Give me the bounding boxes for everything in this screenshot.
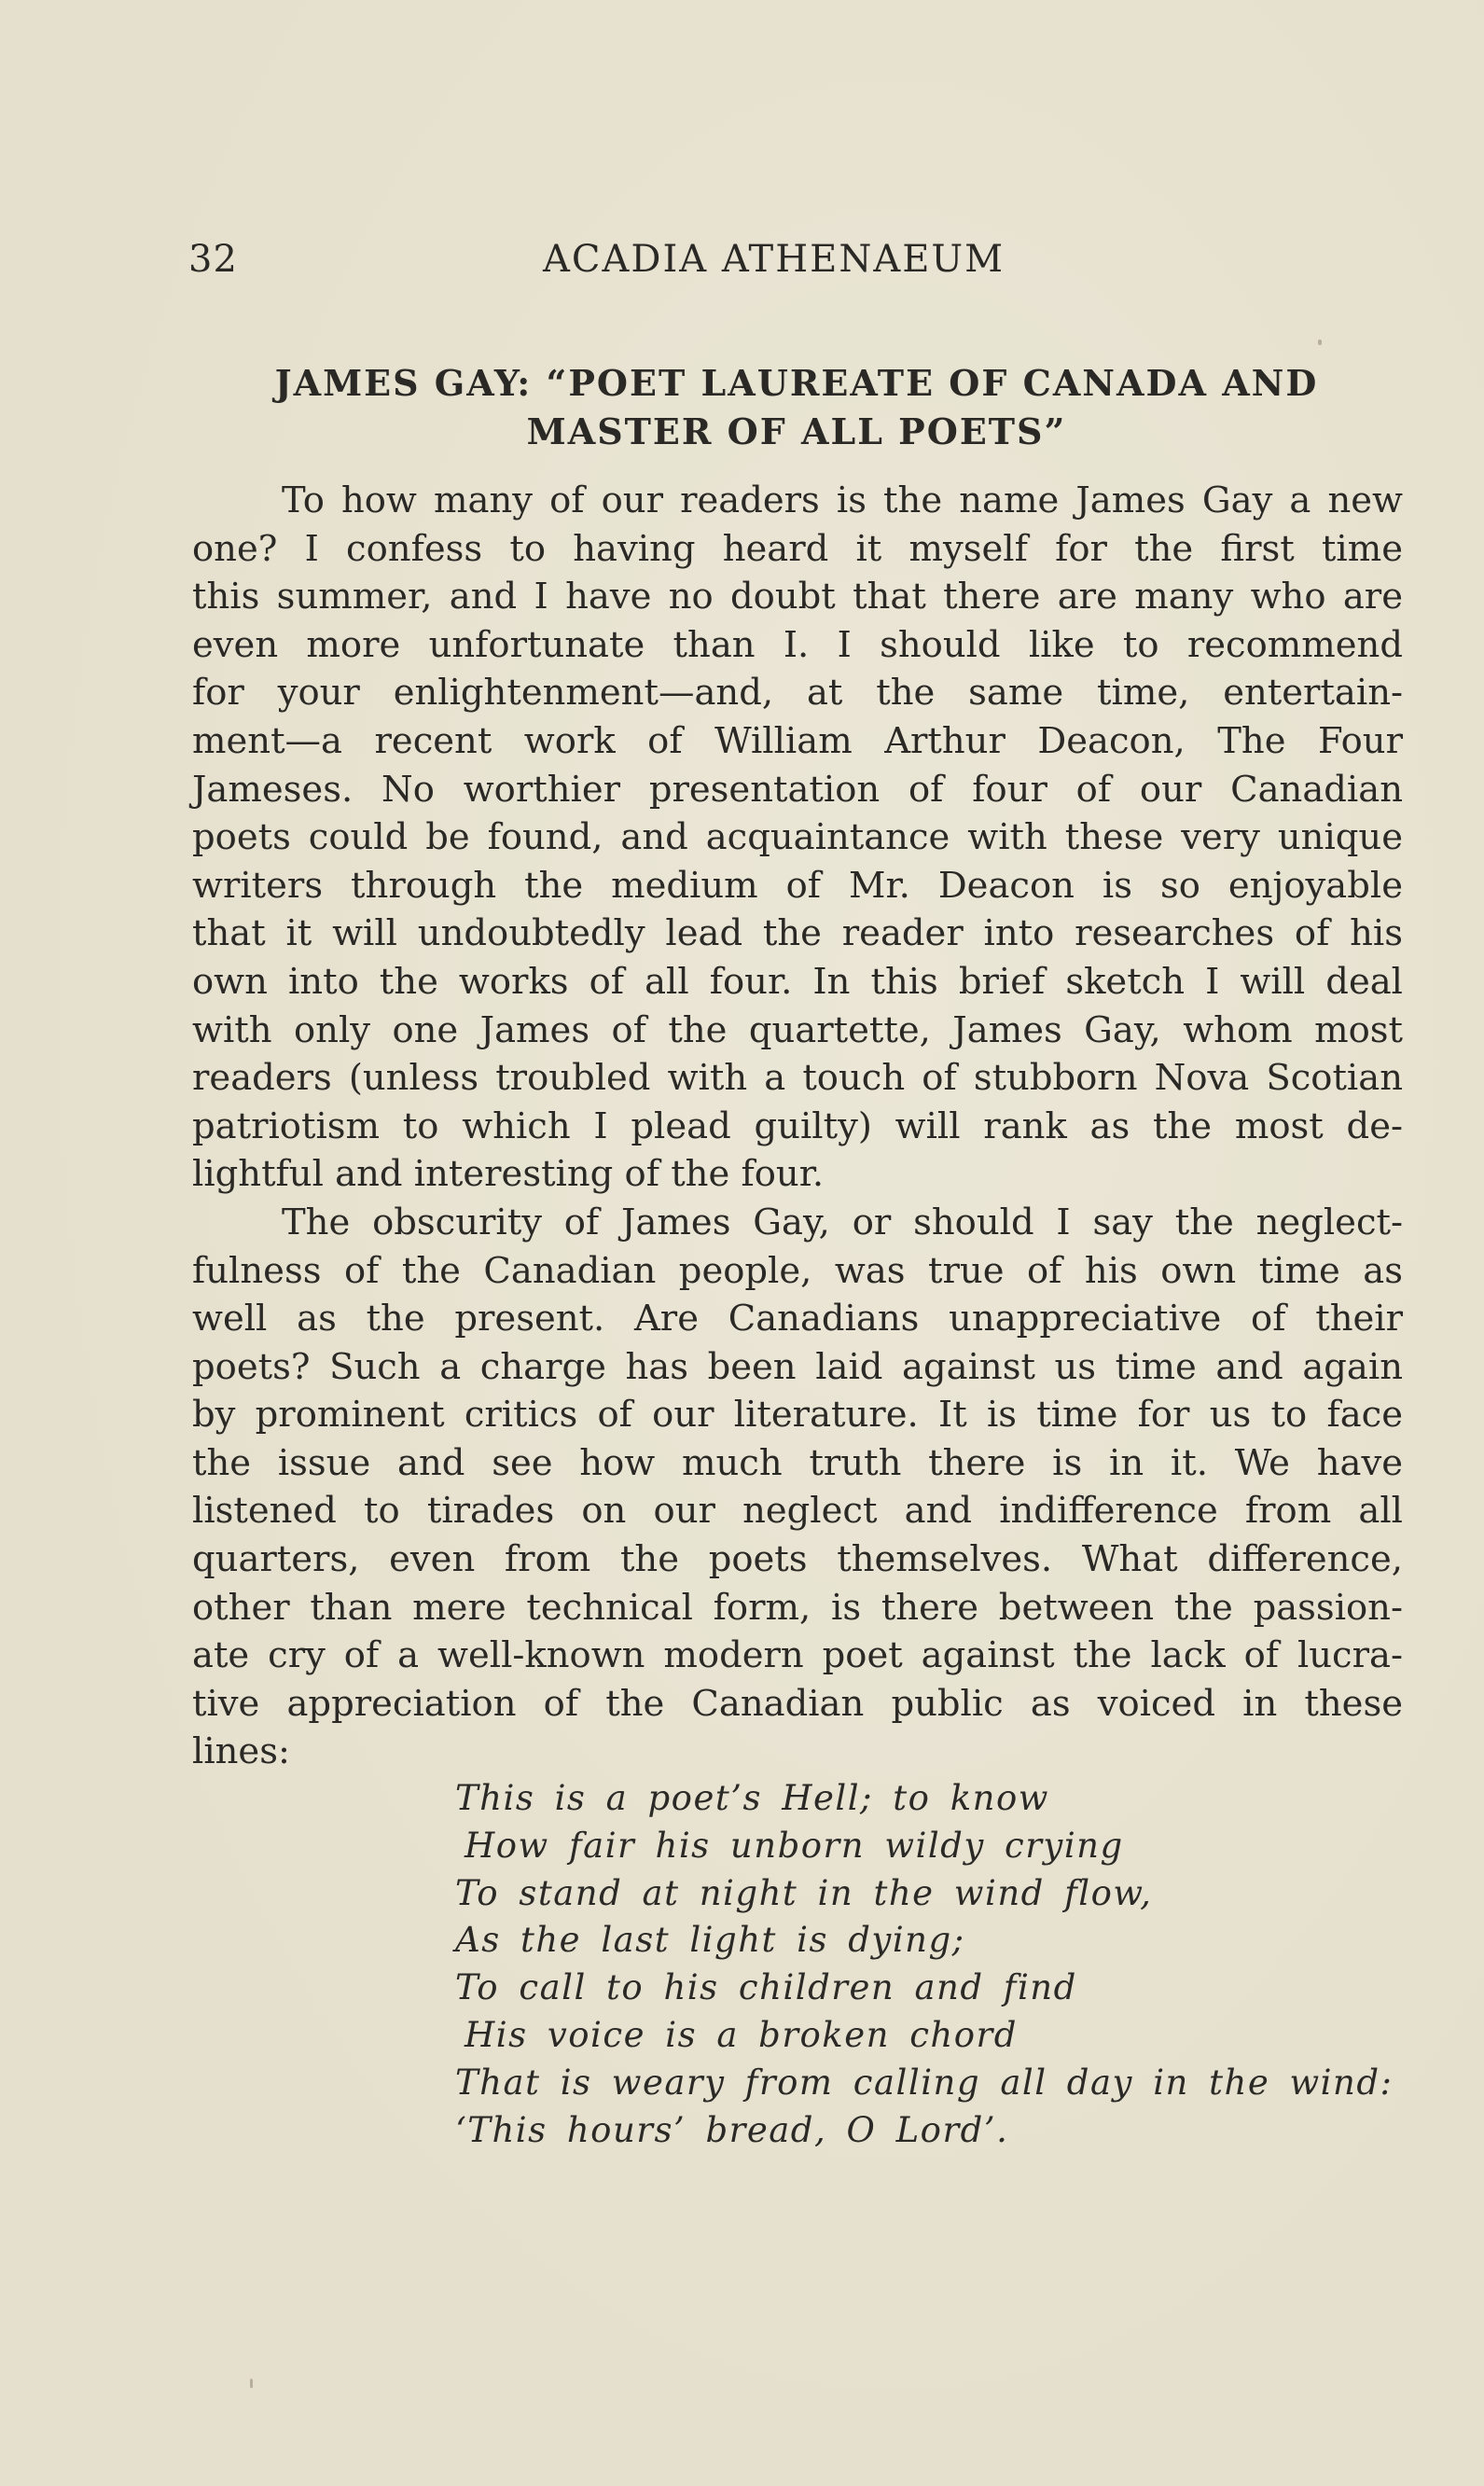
text-line: well as the present. Are Canadians unappreciative of their bbox=[192, 1298, 1403, 1340]
text-line: by prominent critics of our literature. It is time for us to face bbox=[192, 1394, 1403, 1437]
text-line: poets? Such a charge has been laid against us time and again bbox=[192, 1345, 1403, 1388]
paper-speck bbox=[1318, 340, 1322, 345]
poem-line: ‘This hours’ bread, O Lord’. bbox=[455, 2109, 1009, 2150]
text-line: for your enlightenment—and, at the same time, entertain- bbox=[192, 672, 1403, 715]
poem-quote bbox=[455, 1775, 1393, 2154]
text-line: own into the works of all four. In this brief sketch I will deal bbox=[192, 960, 1403, 1003]
text-line: The obscurity of James Gay, or should I say the neglect- bbox=[282, 1201, 1403, 1243]
text-line: To how many of our readers is the name James Gay a new bbox=[282, 479, 1403, 521]
text-line: ate cry of a well-known modern poet against the lack of lucra- bbox=[192, 1634, 1403, 1677]
text-line: lines: bbox=[192, 1730, 290, 1773]
title-line: JAMES GAY: “POET LAUREATE OF CANADA AND bbox=[274, 362, 1319, 404]
poem-line: This is a poet’s Hell; to know bbox=[455, 1778, 1049, 1818]
paragraph-1 bbox=[192, 477, 1403, 1199]
text-line: with only one James of the quartette, James Gay, whom most bbox=[192, 1008, 1403, 1051]
text-line: Jameses. No worthier presentation of four of our Canadian bbox=[192, 768, 1403, 811]
text-line: quarters, even from the poets themselves. What difference, bbox=[192, 1538, 1403, 1581]
text-line: patriotism to which I plead guilty) will rank as the most de- bbox=[192, 1104, 1403, 1147]
text-line: one? I confess to having heard it myself for the first time bbox=[192, 527, 1403, 570]
poem-line: How fair his unborn wildy crying bbox=[465, 1825, 1124, 1866]
text-line: this summer, and I have no doubt that there are many who are bbox=[192, 576, 1403, 618]
page-header bbox=[188, 238, 1405, 294]
poem-line: As the last light is dying; bbox=[455, 1920, 965, 1961]
text-line: readers (unless troubled with a touch of stubborn Nova Scotian bbox=[192, 1057, 1403, 1100]
title-line: MASTER OF ALL POETS” bbox=[526, 410, 1067, 452]
paper-speck bbox=[250, 2379, 253, 2388]
text-line: poets could be found, and acquaintance with these very unique bbox=[192, 816, 1403, 859]
poem-line: To stand at night in the wind flow, bbox=[455, 1872, 1153, 1913]
poem-line: His voice is a broken chord bbox=[465, 2014, 1018, 2055]
poem-line: That is weary from calling all day in the wind: bbox=[455, 2062, 1394, 2103]
article-title bbox=[188, 359, 1405, 456]
running-head: ACADIA ATHENAEUM bbox=[543, 238, 1006, 281]
article-body bbox=[192, 477, 1403, 1776]
text-line: listened to tirades on our neglect and indifference from all bbox=[192, 1490, 1403, 1533]
text-line: lightful and interesting of the four. bbox=[192, 1153, 825, 1196]
text-line: even more unfortunate than I. I should like to recommend bbox=[192, 623, 1403, 666]
text-line: ment—a recent work of William Arthur Deacon, The Four bbox=[192, 719, 1403, 762]
text-line: fulness of the Canadian people, was true of his own time as bbox=[192, 1249, 1403, 1292]
text-line: tive appreciation of the Canadian public as voiced in these bbox=[192, 1682, 1403, 1725]
page-number: 32 bbox=[188, 238, 238, 281]
text-line: other than mere technical form, is there between the passion- bbox=[192, 1586, 1403, 1629]
text-line: writers through the medium of Mr. Deacon is so enjoyable bbox=[192, 864, 1403, 907]
poem-line: To call to his children and find bbox=[455, 1967, 1077, 2008]
text-line: that it will undoubtedly lead the reader into researches of his bbox=[192, 912, 1403, 955]
text-line: the issue and see how much truth there is in it. We have bbox=[192, 1441, 1403, 1484]
paragraph-2 bbox=[192, 1199, 1403, 1776]
